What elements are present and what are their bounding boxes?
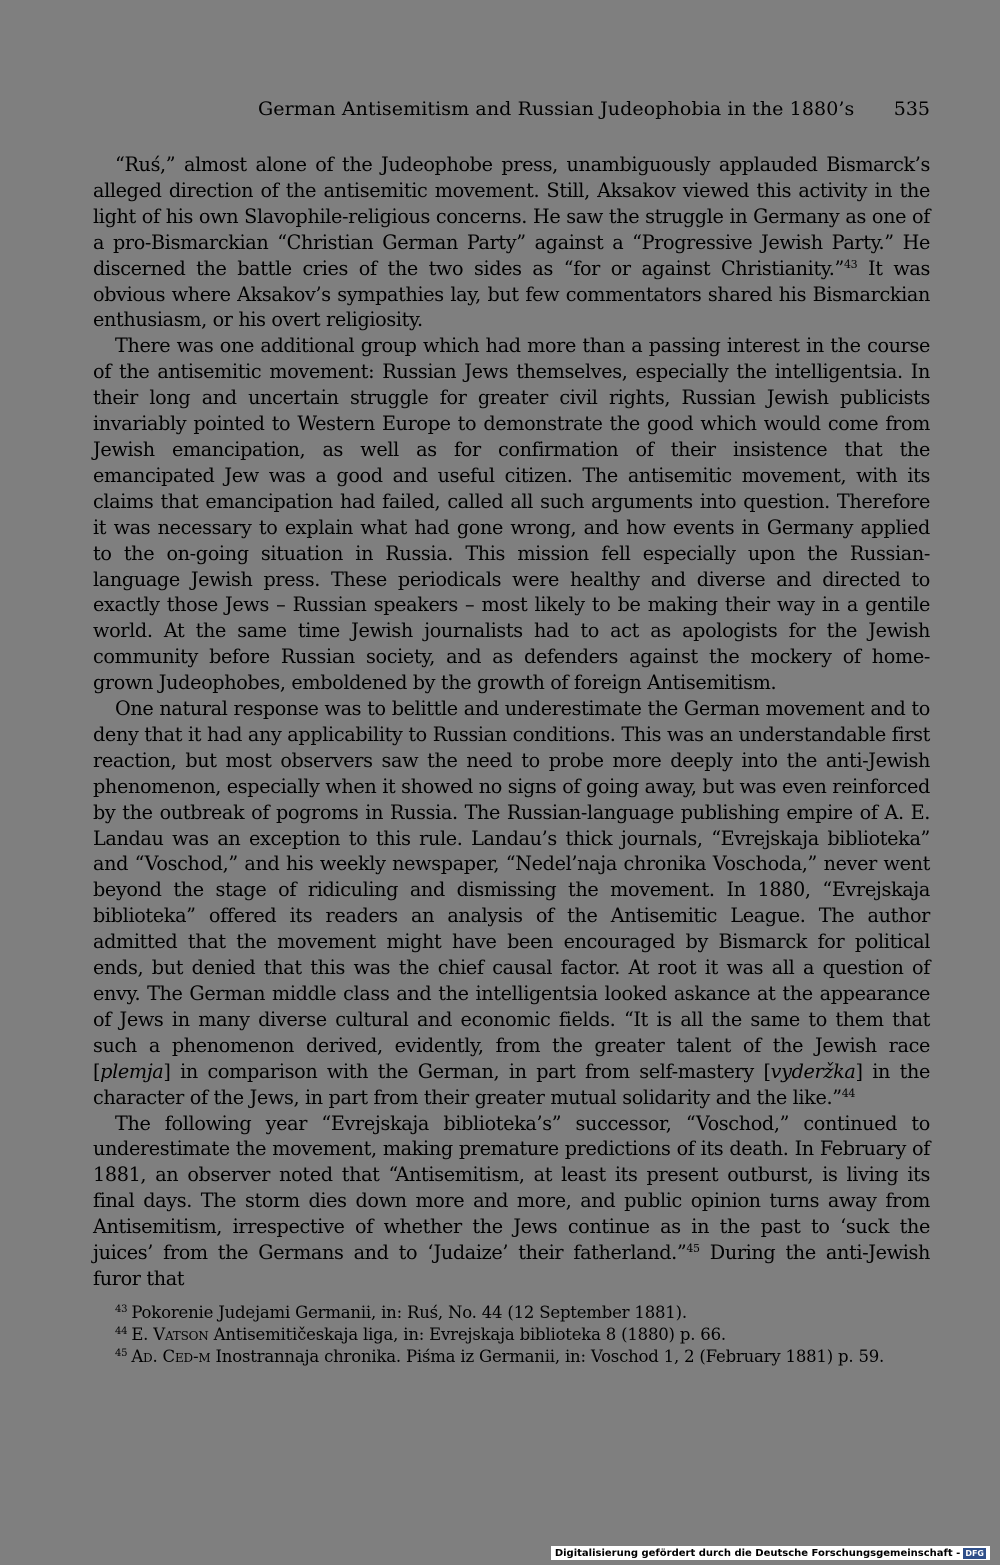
footnote-author: Ad. Ced-m	[131, 1347, 211, 1366]
footnote-text: Antisemitičeskaja liga, in: Evrejskaja biblioteka 8 (1880) p. 66.	[208, 1325, 726, 1344]
footnote-text: Inostrannaja chronika. Piśma iz Germanii, in: Voschod 1, 2 (February 1881) p. 59.	[210, 1347, 885, 1366]
footnote-ref-44: 44	[841, 1086, 855, 1100]
paragraph-text: The following year “Evrejskaja biblioteka’s” successor, “Voschod,” continued to underestimate the movement, making premature predictions of its death. In February of 1881, an observer noted that “Antisemitism, at least its present outburst, is living its final days. The storm dies down more and more, and public opinion turns away from Antisemitism, irrespective of whether the Jews continue as in the past to ‘suck the juices’ from the Germans and to ‘Judaize’ their fatherland.”	[93, 1111, 930, 1265]
footnote-author: E. Vatson	[131, 1325, 209, 1344]
paragraph-4	[93, 1111, 930, 1292]
page-header	[93, 98, 930, 128]
body-text	[93, 152, 930, 1292]
italic-term-vyderzka: vyderžka	[770, 1059, 856, 1083]
paragraph-text: There was one additional group which had more than a passing interest in the course of the antisemitic movement: Russian Jews themselves, especially the intelligentsia. In their long and uncertain struggle for greater civil rights, Russian Jewish publicists invariably pointed to Western Europe to demonstrate the good which would come from Jewish emancipation, as well as for confirmation of their insistence that the emancipated Jew was a good and useful citizen. The antisemitic movement, with its claims that emancipation had failed, called all such arguments into question. Therefore it was necessary to explain what had gone wrong, and how events in Germany applied to the on-going situation in Russia. This mission fell especially upon the Russian-language Jewish press. These periodicals were healthy and diverse and directed to exactly those Jews – Russian speakers – most likely to be making their way in a gentile world. At the same time Jewish journalists had to act as apologists for the Jewish community before Russian society, and as defenders against the mockery of home-grown Judeophobes, emboldened by the growth of foreign Antisemitism.	[93, 334, 930, 695]
credit-text: Digitalisierung gefördert durch die Deutsche Forschungsgemeinschaft -	[554, 1547, 961, 1559]
footnote-44	[93, 1324, 943, 1346]
paragraph-text: ] in the character of the Jews, in part from their greater mutual solidarity and the like.”	[93, 1059, 930, 1109]
paragraph-text: It was obvious where Aksakov’s sympathies lay, but few commentators shared his Bismarckian enthusiasm, or his overt religiosity.	[93, 256, 931, 332]
paragraph-2	[93, 333, 930, 696]
page-number: 535	[893, 98, 930, 120]
paragraph-text: “Ruś,” almost alone of the Judeophobe press, unambiguously applauded Bismarck’s alleged direction of the antisemitic movement. Still, Aksakov viewed this activity in the light of his own Slavophile-religious concerns. He saw the struggle in Germany as one of a pro-Bismarckian “Christian German Party” against a “Progressive Jewish Party.” He discerned the battle cries of the two sides as “for or against Christianity.”	[93, 153, 930, 280]
footnote-text: Pokorenie Judejami Germanii, in: Ruś, No. 44 (12 September 1881).	[131, 1303, 687, 1322]
paragraph-3	[93, 696, 930, 1111]
footnote-number: 43	[115, 1304, 128, 1315]
footnote-43	[93, 1302, 943, 1324]
footnote-ref-43: 43	[843, 257, 858, 271]
running-head: German Antisemitism and Russian Judeophobia in the 1880’s	[258, 98, 855, 120]
footnote-45	[93, 1346, 943, 1368]
paragraph-text: ] in comparison with the German, in part from self-mastery [	[163, 1059, 771, 1083]
dfg-logo: DFG	[965, 1548, 984, 1558]
italic-term-plemja: plemja	[100, 1059, 164, 1083]
footnote-number: 45	[115, 1348, 128, 1359]
footnote-ref-45: 45	[686, 1242, 700, 1256]
paragraph-text: One natural response was to belittle and underestimate the German movement and to deny that it had any applicability to Russian conditions. This was an understandable first reaction, but most observers saw the need to probe more deeply into the anti-Jewish phenomenon, especially when it showed no signs of going away, but was even reinforced by the outbreak of pogroms in Russia. The Russian-language publishing empire of A. E. Landau was an exception to this rule. Landau’s thick journals, “Evrejskaja biblioteka” and “Voschod,” and his weekly newspaper, “Nedel’naja chronika Voschoda,” never went beyond the stage of ridiculing and dismissing the movement. In 1880, “Evrejskaja biblioteka” offered its readers an analysis of the Antisemitic League. The author admitted that the movement might have been encouraged by Bismarck for political ends, but denied that this was the chief causal factor. At root it was all a question of envy. The German middle class and the intelligentsia looked askance at the appearance of Jews in many diverse cultural and economic fields. “It is all the same to them that such a phenomenon derived, evidently, from the greater talent of the Jewish race [	[93, 697, 930, 1083]
digitization-credit	[551, 1546, 990, 1560]
footnotes	[93, 1302, 943, 1368]
footnote-number: 44	[115, 1326, 128, 1337]
paragraph-1	[93, 152, 930, 333]
paragraph-text: During the anti-Jewish furor that	[93, 1241, 930, 1290]
